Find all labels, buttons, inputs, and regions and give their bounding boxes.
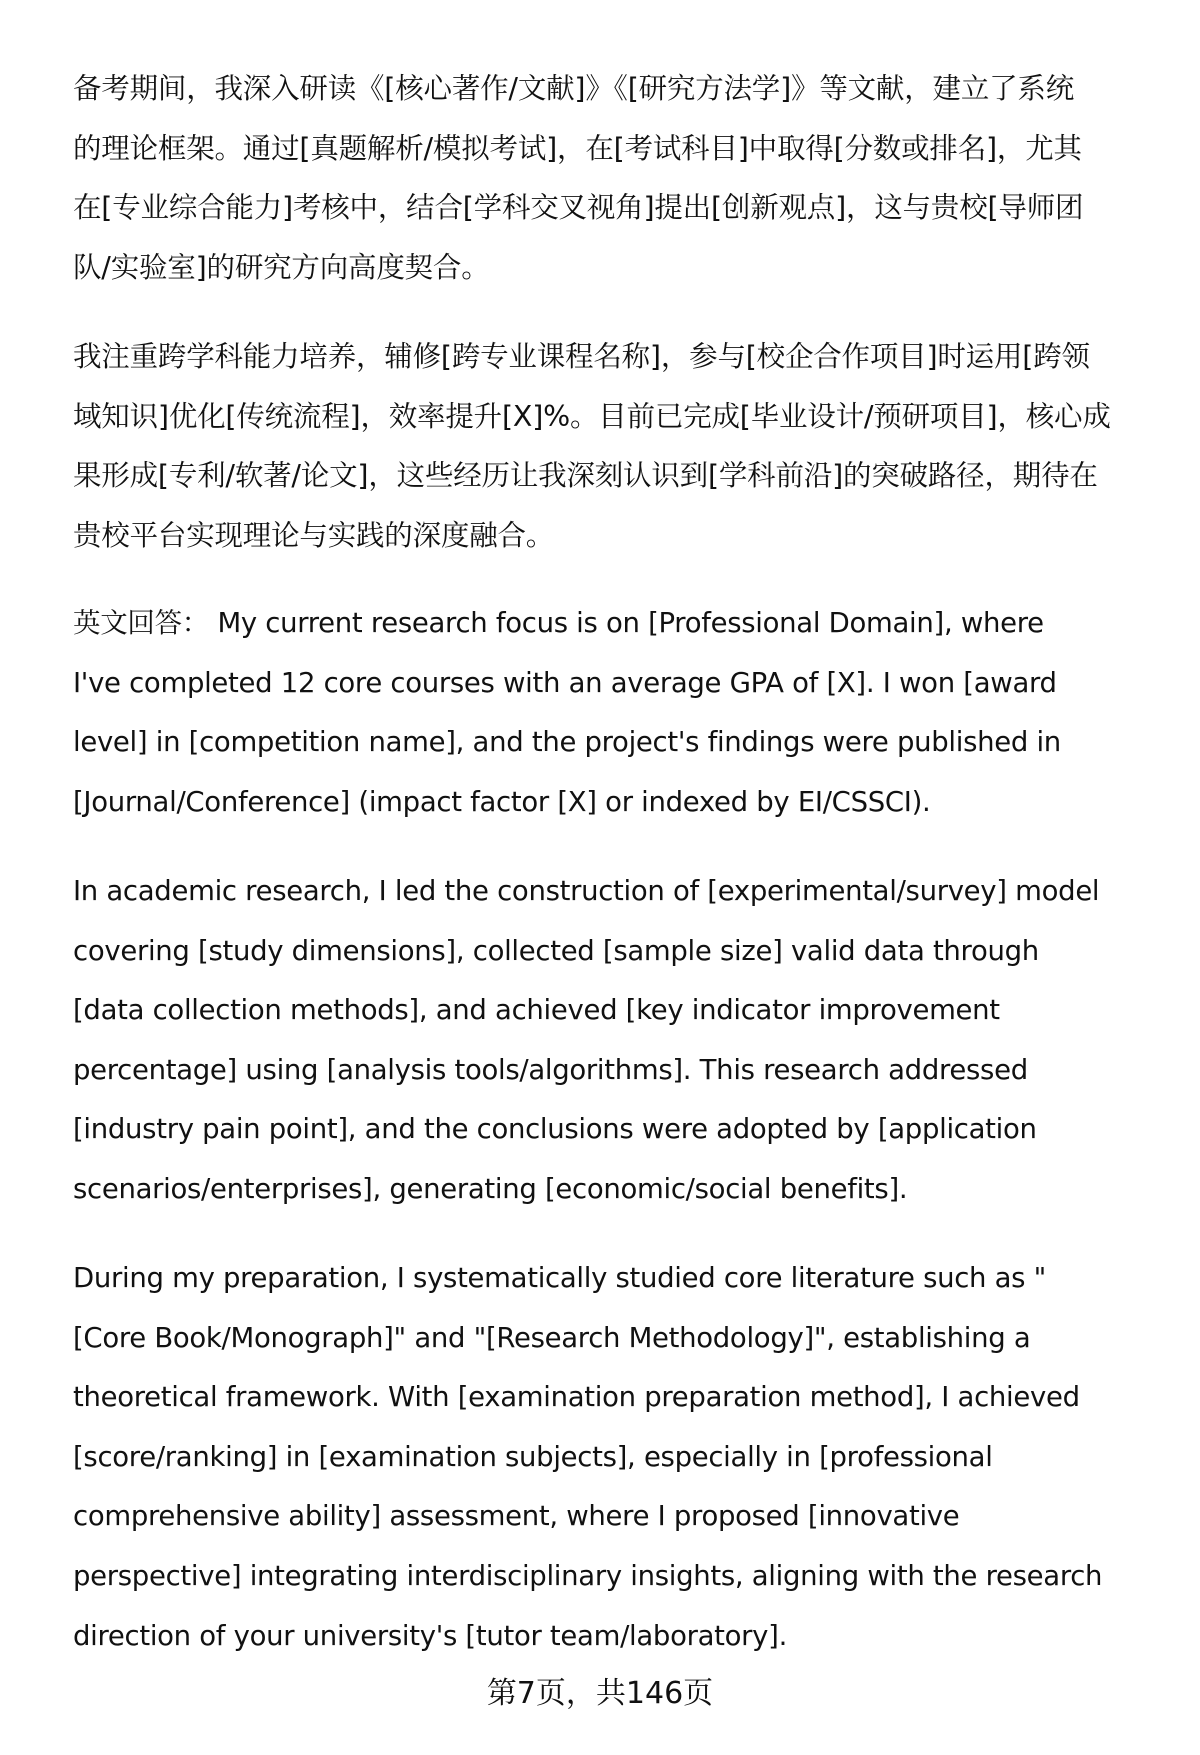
- paragraph-en-3: [73, 1249, 1183, 1666]
- text-line: [Core Book/Monograph]" and "[Research Methodology]", establishing a: [73, 1321, 1031, 1354]
- text-line: [data collection methods], and achieved [key indicator improvement: [73, 994, 1000, 1027]
- text-line: [score/ranking] in [examination subjects], especially in [professional: [73, 1440, 993, 1473]
- paragraph-cn-1: [73, 59, 1183, 297]
- text-line: 英文回答： My current research focus is on [Professional Domain], where: [73, 607, 1044, 639]
- page-number: 第7页，共146页: [486, 1676, 714, 1711]
- paragraph-cn-2: [73, 327, 1183, 565]
- text-line: 在[专业综合能力]考核中，结合[学科交叉视角]提出[创新观点]，这与贵校[导师团: [73, 191, 1084, 225]
- text-line: [Journal/Conference] (impact factor [X] or indexed by EI/CSSCI).: [73, 785, 931, 818]
- text-line: comprehensive ability] assessment, where I proposed [innovative: [73, 1500, 960, 1533]
- text-line: 我注重跨学科能力培养，辅修[跨专业课程名称]，参与[校企合作项目]时运用[跨领: [73, 340, 1090, 373]
- text-line: level] in [competition name], and the project's findings were published in: [73, 726, 1061, 759]
- text-line: percentage] using [analysis tools/algorithms]. This research addressed: [73, 1053, 1028, 1086]
- text-line: perspective] integrating interdisciplinary insights, aligning with the research: [73, 1559, 1103, 1592]
- text-line: During my preparation, I systematically studied core literature such as ": [73, 1262, 1046, 1294]
- text-line: [industry pain point], and the conclusions were adopted by [application: [73, 1113, 1037, 1146]
- text-line: 队/实验室]的研究方向高度契合。: [73, 250, 490, 284]
- text-line: 果形成[专利/软著/论文]，这些经历让我深刻认识到[学科前沿]的突破路径，期待在: [73, 459, 1098, 493]
- text-line: covering [study dimensions], collected [sample size] valid data through: [73, 934, 1039, 967]
- text-line: I've completed 12 core courses with an average GPA of [X]. I won [award: [73, 666, 1057, 699]
- text-line: 域知识]优化[传统流程]，效率提升[X]%。目前已完成[毕业设计/预研项目]，核心成: [73, 399, 1111, 433]
- text-line: theoretical framework. With [examination preparation method], I achieved: [73, 1381, 1080, 1414]
- text-line: 备考期间，我深入研读《[核心著作/文献]》《[研究方法学]》等文献，建立了系统: [73, 72, 1075, 105]
- paragraph-en-2: [73, 862, 1183, 1220]
- text-line: In academic research, I led the construction of [experimental/survey] model: [73, 875, 1100, 907]
- text-line: scenarios/enterprises], generating [economic/social benefits].: [73, 1172, 908, 1205]
- text-line: 的理论框架。通过[真题解析/模拟考试]，在[考试科目]中取得[分数或排名]，尤其: [73, 131, 1082, 165]
- text-line: 贵校平台实现理论与实践的深度融合。: [73, 518, 555, 552]
- text-line: direction of your university's [tutor team/laboratory].: [73, 1619, 788, 1652]
- paragraph-en-1: [73, 594, 1183, 832]
